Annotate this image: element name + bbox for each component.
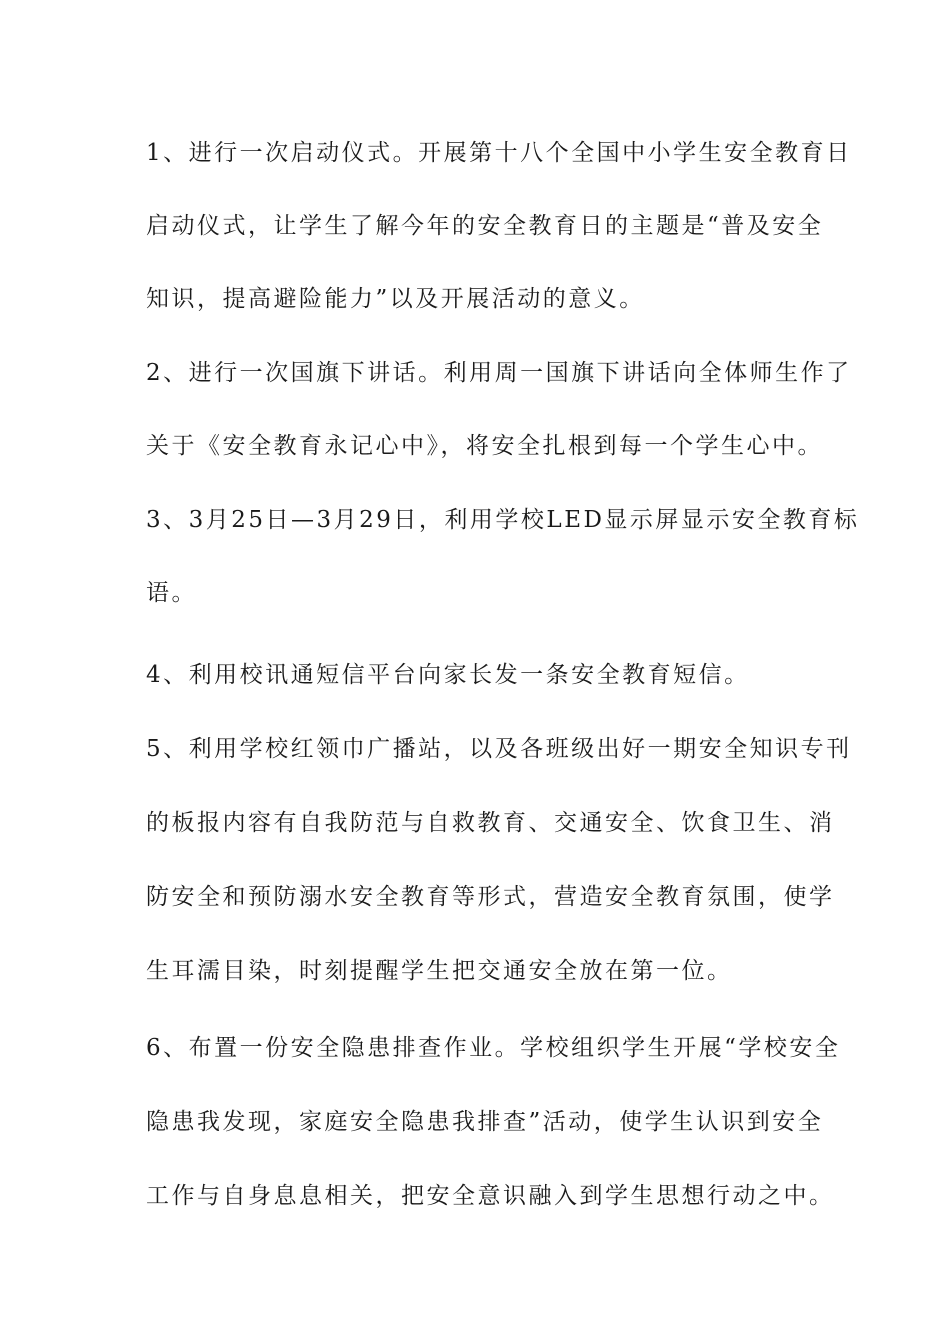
text-line: 知识，提高避险能力”以及开展活动的意义。: [146, 286, 645, 312]
text-line: 语。: [146, 580, 197, 606]
text-line: 防安全和预防溺水安全教育等形式，营造安全教育氛围，使学: [146, 884, 835, 910]
text-line: 工作与自身息息相关，把安全意识融入到学生思想行动之中。: [146, 1183, 835, 1209]
text-line: 4、利用校讯通短信平台向家长发一条安全教育短信。: [146, 662, 750, 688]
text-line: 关于《安全教育永记心中》，将安全扎根到每一个学生心中。: [146, 433, 823, 459]
text-line: 5、利用学校红领巾广播站，以及各班级出好一期安全知识专刊: [146, 736, 852, 762]
text-line: 1、进行一次启动仪式。开展第十八个全国中小学生安全教育日: [146, 140, 852, 166]
text-line: 的板报内容有自我防范与自救教育、交通安全、饮食卫生、消: [146, 810, 835, 836]
text-line: 生耳濡目染，时刻提醒学生把交通安全放在第一位。: [146, 958, 733, 984]
text-line: 6、布置一份安全隐患排查作业。学校组织学生开展“学校安全: [146, 1035, 841, 1061]
text-line: 启动仪式，让学生了解今年的安全教育日的主题是“普及安全: [146, 213, 824, 239]
text-line: 隐患我发现，家庭安全隐患我排查”活动，使学生认识到安全: [146, 1109, 824, 1135]
text-line: 3、3月25日—3月29日，利用学校LED显示屏显示安全教育标: [146, 507, 860, 533]
text-line: 2、进行一次国旗下讲话。利用周一国旗下讲话向全体师生作了: [146, 360, 852, 386]
